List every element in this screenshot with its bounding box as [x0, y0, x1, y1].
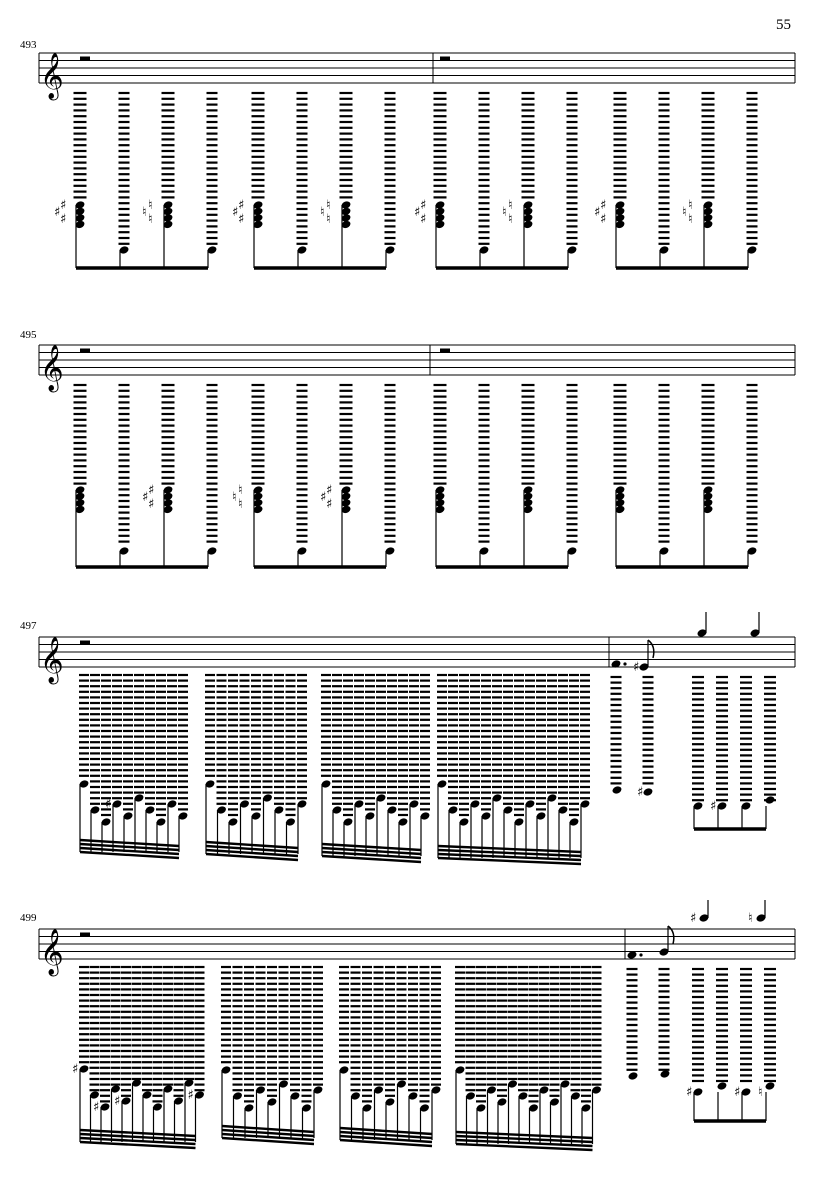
accidental: ♯	[686, 1085, 693, 1100]
accidental: ♮	[758, 1085, 763, 1100]
whole-rest	[80, 933, 90, 937]
accidental: ♯	[232, 205, 239, 220]
accidental: ♮	[326, 198, 331, 213]
accidental: ♯	[187, 1088, 194, 1103]
accidental: ♯	[326, 483, 333, 498]
accidental: ♮	[238, 483, 243, 498]
accidental: ♮	[326, 212, 331, 227]
measure-number-495: 495	[20, 329, 37, 341]
accidental: ♮	[682, 205, 687, 220]
accidental: ♮	[142, 205, 147, 220]
accidental: ♯	[690, 911, 697, 926]
accidental: ♯	[142, 490, 149, 505]
accidental: ♮	[502, 205, 507, 220]
whole-rest	[440, 349, 450, 353]
whole-rest	[440, 57, 450, 61]
accidental: ♯	[54, 205, 61, 220]
treble-clef: 𝄞	[40, 345, 64, 391]
whole-rest	[80, 641, 90, 645]
treble-clef: 𝄞	[40, 53, 64, 99]
notehead	[628, 1071, 639, 1081]
accidental: ♯	[60, 212, 67, 227]
accidental: ♮	[148, 198, 153, 213]
treble-clef: 𝄞	[40, 637, 64, 683]
accidental: ♯	[320, 490, 327, 505]
notehead	[765, 795, 776, 805]
notehead	[612, 785, 623, 795]
dot	[639, 953, 642, 956]
accidental: ♯	[60, 198, 67, 213]
accidental: ♮	[508, 212, 513, 227]
accidental: ♯	[326, 497, 333, 512]
accidental: ♮	[238, 497, 243, 512]
notehead	[765, 1081, 776, 1091]
accidental: ♮	[688, 198, 693, 213]
treble-clef: 𝄞	[40, 929, 64, 975]
dot	[623, 662, 626, 665]
accidental: ♯	[594, 205, 601, 220]
accidental: ♯	[238, 198, 245, 213]
accidental: ♯	[600, 198, 607, 213]
measure-number-493: 493	[20, 39, 37, 51]
accidental: ♯	[148, 483, 155, 498]
measure-number-499: 499	[20, 912, 37, 924]
accidental: ♯	[734, 1085, 741, 1100]
measure-number-497: 497	[20, 620, 37, 632]
accidental: ♯	[105, 797, 112, 812]
accidental: ♯	[148, 497, 155, 512]
accidental: ♯	[114, 1094, 121, 1109]
whole-rest	[80, 349, 90, 353]
notehead	[717, 1081, 728, 1091]
whole-rest	[80, 57, 90, 61]
accidental: ♯	[710, 799, 717, 814]
page-number: 55	[776, 17, 791, 33]
accidental: ♯	[600, 212, 607, 227]
accidental: ♮	[748, 911, 753, 926]
accidental: ♮	[148, 212, 153, 227]
accidental: ♮	[320, 205, 325, 220]
flag	[648, 640, 654, 658]
notehead	[643, 787, 654, 797]
accidental: ♮	[232, 490, 237, 505]
accidental: ♯	[633, 660, 640, 675]
accidental: ♮	[508, 198, 513, 213]
accidental: ♮	[688, 212, 693, 227]
accidental: ♯	[414, 205, 421, 220]
accidental: ♯	[420, 198, 427, 213]
accidental: ♯	[637, 785, 644, 800]
accidental: ♯	[93, 1100, 100, 1115]
accidental: ♯	[238, 212, 245, 227]
accidental: ♯	[420, 212, 427, 227]
accidental: ♯	[72, 1062, 79, 1077]
